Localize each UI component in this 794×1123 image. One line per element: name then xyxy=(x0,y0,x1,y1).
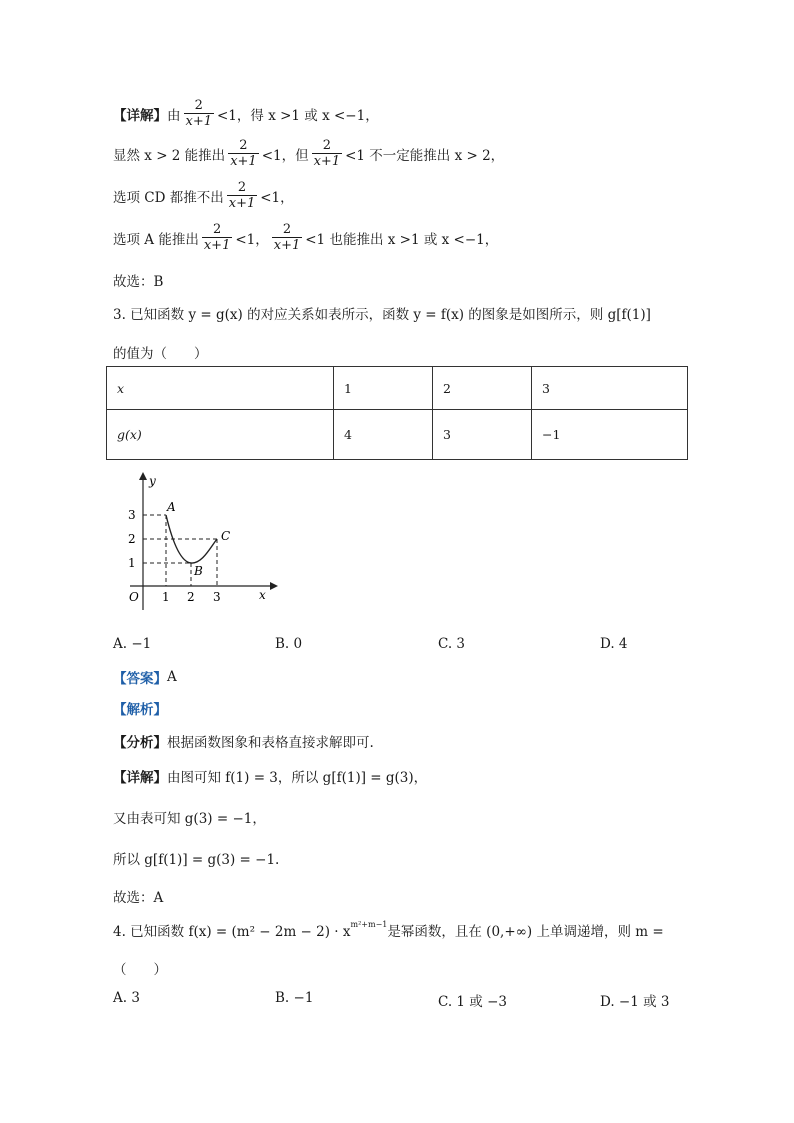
text: <1， xyxy=(235,231,269,248)
text: 4. 已知函数 f(x) = (m² − 2m − 2) · x xyxy=(113,924,351,940)
option-b[interactable]: B. 0 xyxy=(275,636,303,652)
point-a-label: A xyxy=(167,500,176,514)
x-tick-label: 1 xyxy=(162,590,170,604)
table-cell: g(x) xyxy=(107,410,334,460)
dashed-guides xyxy=(143,515,217,586)
text: 3. 已知函数 y = g(x) 的对应关系如表所示，函数 y = f(x) 的图象是如图所示，则 g[f(1)] xyxy=(113,307,651,323)
y-tick-label: 2 xyxy=(128,532,136,546)
text: 故选：B xyxy=(113,274,164,290)
detail-line-3 xyxy=(113,180,294,211)
answer-label: 【答案】 xyxy=(113,671,167,687)
frac-den: x+1 xyxy=(203,238,231,253)
table-row xyxy=(107,367,688,410)
y-tick-label: 1 xyxy=(128,556,136,570)
option-c[interactable]: C. 3 xyxy=(438,636,466,652)
table-cell: 2 xyxy=(433,367,532,410)
q4-options xyxy=(113,990,713,1008)
text: 的值为（ ） xyxy=(113,346,208,362)
fraction xyxy=(228,138,259,169)
detail-line-4 xyxy=(113,222,498,253)
table-cell: −1 xyxy=(532,410,688,460)
table-cell: x xyxy=(107,367,334,410)
text: 选项 CD 都推不出 xyxy=(113,189,224,206)
q3-options xyxy=(113,636,713,654)
text: <1， xyxy=(260,189,294,206)
text: <1，但 xyxy=(261,147,309,164)
detail-label: 【详解】 xyxy=(113,770,167,786)
x-axis-arrow xyxy=(270,582,278,590)
q3-detail-line xyxy=(113,766,427,786)
origin-label: O xyxy=(129,590,139,604)
option-c[interactable]: C. 1 或 −3 xyxy=(438,994,508,1010)
text: 所以 g[f(1)] = g(3) = −1. xyxy=(113,852,280,868)
frac-num: 2 xyxy=(239,138,248,153)
text: 选项 A 能推出 xyxy=(113,231,199,248)
frac-den: x+1 xyxy=(230,154,257,169)
option-d[interactable]: D. −1 或 3 xyxy=(600,994,670,1010)
text: <1，得 x >1 或 x <−1， xyxy=(217,107,379,124)
table-cell: 3 xyxy=(433,410,532,460)
x-tick-label: 3 xyxy=(213,590,221,604)
text: 是幂函数，且在 (0,+∞) 上单调递增，则 m = xyxy=(387,924,664,940)
g-table xyxy=(106,366,688,460)
y-tick-label: 3 xyxy=(128,508,136,522)
choose-line-1 xyxy=(113,270,163,290)
exponent: m²+m−1 xyxy=(350,919,388,929)
table-row xyxy=(107,410,688,460)
fenxi-label: 【分析】 xyxy=(113,735,167,751)
fraction xyxy=(184,98,215,129)
q4-stem-line-1 xyxy=(113,920,664,940)
detail-label: 【详解】 xyxy=(113,107,167,124)
text: 由 xyxy=(167,107,181,124)
q3-line-b xyxy=(113,807,266,827)
q3-line-c xyxy=(113,848,279,868)
text: 由图可知 f(1) = 3，所以 g[f(1)] = g(3)， xyxy=(167,770,428,786)
frac-num: 2 xyxy=(212,222,222,237)
y-axis-arrow xyxy=(139,472,147,480)
text: <1 也能推出 x >1 或 x <−1， xyxy=(305,231,499,248)
function-graph xyxy=(110,470,280,618)
x-axis-label: x xyxy=(259,588,266,602)
option-b[interactable]: B. −1 xyxy=(275,990,314,1006)
fraction xyxy=(272,222,303,253)
table-cell: 4 xyxy=(334,410,433,460)
option-a[interactable]: A. 3 xyxy=(113,990,140,1006)
frac-den: x+1 xyxy=(185,114,212,129)
text: 故选：A xyxy=(113,890,164,906)
text: 又由表可知 g(3) = −1， xyxy=(113,811,266,827)
text: （ ） xyxy=(113,962,167,978)
frac-num: 2 xyxy=(194,98,203,113)
detail-line-2 xyxy=(113,138,504,169)
point-c-label: C xyxy=(221,529,231,543)
text: <1 不一定能推出 x > 2， xyxy=(345,147,505,164)
frac-den: x+1 xyxy=(313,154,341,169)
option-d[interactable]: D. 4 xyxy=(600,636,628,652)
table-cell: 3 xyxy=(532,367,688,410)
fenxi-line xyxy=(113,731,374,751)
fraction xyxy=(312,138,343,169)
x-tick-label: 2 xyxy=(187,590,195,604)
analysis-label: 【解析】 xyxy=(113,702,167,718)
fraction xyxy=(227,180,258,211)
frac-num: 2 xyxy=(282,222,292,237)
frac-den: x+1 xyxy=(273,238,301,253)
detail-line-1 xyxy=(113,98,379,129)
q3-stem-line-2 xyxy=(113,342,208,362)
choose-line-2 xyxy=(113,886,163,906)
frac-num: 2 xyxy=(237,180,247,195)
answer-line xyxy=(113,667,177,687)
q4-stem-line-2 xyxy=(113,958,167,978)
option-a[interactable]: A. −1 xyxy=(113,636,152,652)
table-cell: 1 xyxy=(334,367,433,410)
frac-den: x+1 xyxy=(228,196,256,211)
text: 显然 x > 2 能推出 xyxy=(113,147,226,164)
frac-num: 2 xyxy=(322,138,331,153)
text: 根据函数图象和表格直接求解即可. xyxy=(167,735,374,751)
q3-stem-line-1 xyxy=(113,303,651,323)
analysis-line xyxy=(113,698,167,718)
answer-value: A xyxy=(167,669,177,685)
fraction xyxy=(202,222,233,253)
y-axis-label: y xyxy=(149,474,156,488)
point-b-label: B xyxy=(194,564,203,578)
